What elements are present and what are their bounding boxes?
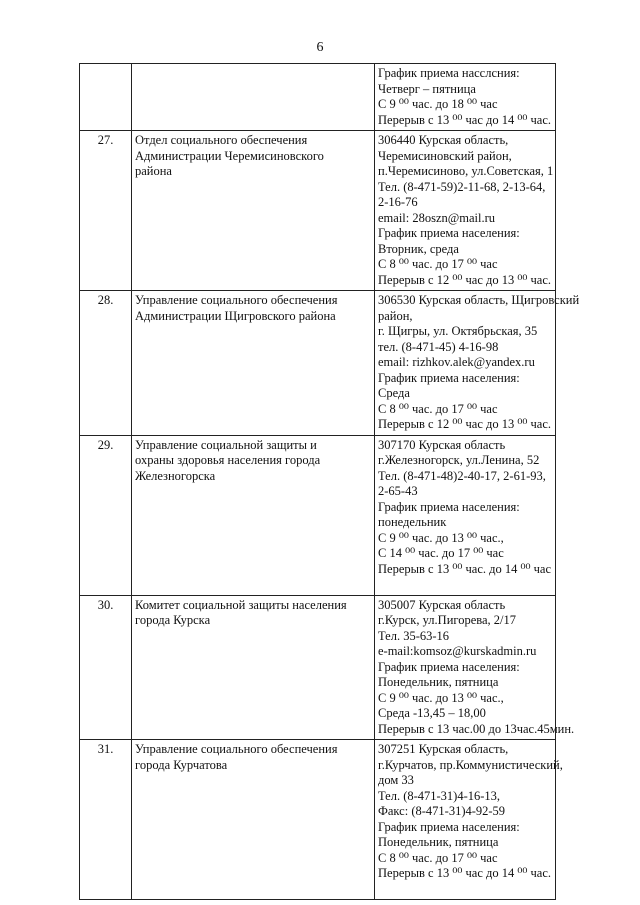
contact-info [375,131,556,291]
contact-info [375,595,575,740]
contact-info-line: 307170 Курская область [378,437,506,452]
organization-name [132,64,375,131]
table-row [80,64,556,131]
row-number: 29. [80,435,132,595]
contact-info-line: г.Курск, ул.Пигорева, 2/17 [378,613,517,627]
table-row [80,740,556,900]
row-number: 30. [80,595,132,740]
offices-table [79,63,580,900]
contact-info [375,740,563,900]
contact-info-line: Тел. (8-471-31)4-16-13, [378,788,501,803]
contact-info [375,64,556,131]
contact-info-line: г.Железногорск, ул.Ленина, 52 [378,453,540,467]
contact-info-line: График приема населения: [378,819,520,834]
table-row [80,435,556,595]
contact-info-line: График приема населения: [378,226,520,240]
contact-info-line: Понедельник, пятница [378,835,499,849]
organization-name-line: Железногорска [135,468,216,483]
contact-info-line: Среда [378,386,410,400]
contact-info-line [378,882,552,898]
contact-info-line: 306440 Курская область, [378,133,509,147]
organization-name-line: Отдел социального обеспечения [135,133,308,147]
contact-info-line: 2-65-43 [378,484,418,498]
contact-info-line: С 9 ⁰⁰ час. до 13 ⁰⁰ час., [378,530,504,545]
table-row [80,595,556,740]
contact-info-line: г. Щигры, ул. Октябрьская, 35 [378,324,538,338]
contact-info-line: График приема населения: [378,499,520,514]
contact-info-line: С 9 ⁰⁰ час. до 13 ⁰⁰ час., [378,690,504,705]
organization-name-line: города Курска [135,613,211,627]
contact-info-line: тел. (8-471-45) 4-16-98 [378,339,499,354]
contact-info-line: Перерыв с 13 ⁰⁰ час. до 14 ⁰⁰ час [378,561,552,576]
organization-name-line: Управление социального обеспечения [135,742,338,756]
contact-info-line: Вторник, среда [378,241,459,256]
contact-info-line: п.Черемисиново, ул.Советская, 1 [378,164,554,178]
organization-name-line: Администрации Щигровского района [135,308,336,323]
contact-info-line: email: 28oszn@mail.ru [378,210,496,225]
contact-info-line: г.Курчатов, пр.Коммунистический, [378,757,563,772]
contact-info-line: Черемисиновский район, [378,148,512,163]
contact-info-line: 305007 Курская область [378,597,506,612]
organization-name-line: Комитет социальной защиты населения [135,597,347,612]
organization-name-line: охраны здоровья населения города [135,453,321,467]
contact-info-line: Четверг – пятница [378,81,476,96]
contact-info [375,435,556,595]
row-number: 27. [80,131,132,291]
contact-info-line: Тел. 35-63-16 [378,628,450,643]
contact-info-line: Перерыв с 13 ⁰⁰ час до 14 ⁰⁰ час. [378,866,552,880]
contact-info-line: Тел. (8-471-59)2-11-68, 2-13-64, [378,179,546,194]
contact-info-line: Среда -13,45 – 18,00 [378,706,486,720]
contact-info-line: С 8 ⁰⁰ час. до 17 ⁰⁰ час [378,257,498,271]
contact-info-line: С 14 ⁰⁰ час. до 17 ⁰⁰ час [378,546,504,560]
page-number: 6 [316,40,324,55]
contact-info-line: 306530 Курская область, Щигровский [378,293,580,307]
row-number [80,64,132,131]
contact-info-line: e-mail:komsoz@kurskadmin.ru [378,644,537,658]
contact-info-line [378,577,552,593]
organization-name-line: Управление социальной защиты и [135,437,317,452]
organization-name [132,291,375,436]
contact-info-line: С 8 ⁰⁰ час. до 17 ⁰⁰ час [378,401,498,416]
table-row [80,131,556,291]
contact-info-line: С 9 ⁰⁰ час. до 18 ⁰⁰ час [378,97,498,111]
contact-info-line: Понедельник, пятница [378,675,499,689]
row-number: 31. [80,740,132,900]
organization-name-line: района [135,164,172,178]
contact-info-line: Перерыв с 13 час.00 до 13час.45мин. [378,721,575,736]
contact-info-line: 2-16-76 [378,195,418,209]
contact-info [375,291,580,436]
contact-info-line: Перерыв с 12 ⁰⁰ час до 13 ⁰⁰ час. [378,272,552,287]
contact-info-line: понедельник [378,515,447,529]
contact-info-line: Перерыв с 13 ⁰⁰ час до 14 ⁰⁰ час. [378,112,552,127]
organization-name [132,595,375,740]
organization-name [132,131,375,291]
contact-info-line: email: rizhkov.alek@yandex.ru [378,355,535,369]
row-number: 28. [80,291,132,436]
organization-name [132,435,375,595]
contact-info-line: Перерыв с 12 ⁰⁰ час до 13 ⁰⁰ час. [378,417,552,431]
contact-info-line: 307251 Курская область, [378,742,509,756]
offices-table-body [80,64,580,900]
organization-name-line: Администрации Черемисиновского [135,148,324,163]
organization-name-line: города Курчатова [135,757,228,772]
organization-name [132,740,375,900]
table-row [80,291,556,436]
contact-info-line: График приема насслсния: [378,66,520,80]
contact-info-line: Тел. (8-471-48)2-40-17, 2-61-93, [378,468,546,483]
organization-name-line: Управление социального обеспечения [135,293,338,307]
contact-info-line: График приема населения: [378,659,520,674]
contact-info-line: График приема населения: [378,370,520,385]
contact-info-line: район, [378,308,413,323]
contact-info-line: Факс: (8-471-31)4-92-59 [378,804,506,818]
contact-info-line: дом 33 [378,773,414,787]
contact-info-line: С 8 ⁰⁰ час. до 17 ⁰⁰ час [378,850,498,865]
